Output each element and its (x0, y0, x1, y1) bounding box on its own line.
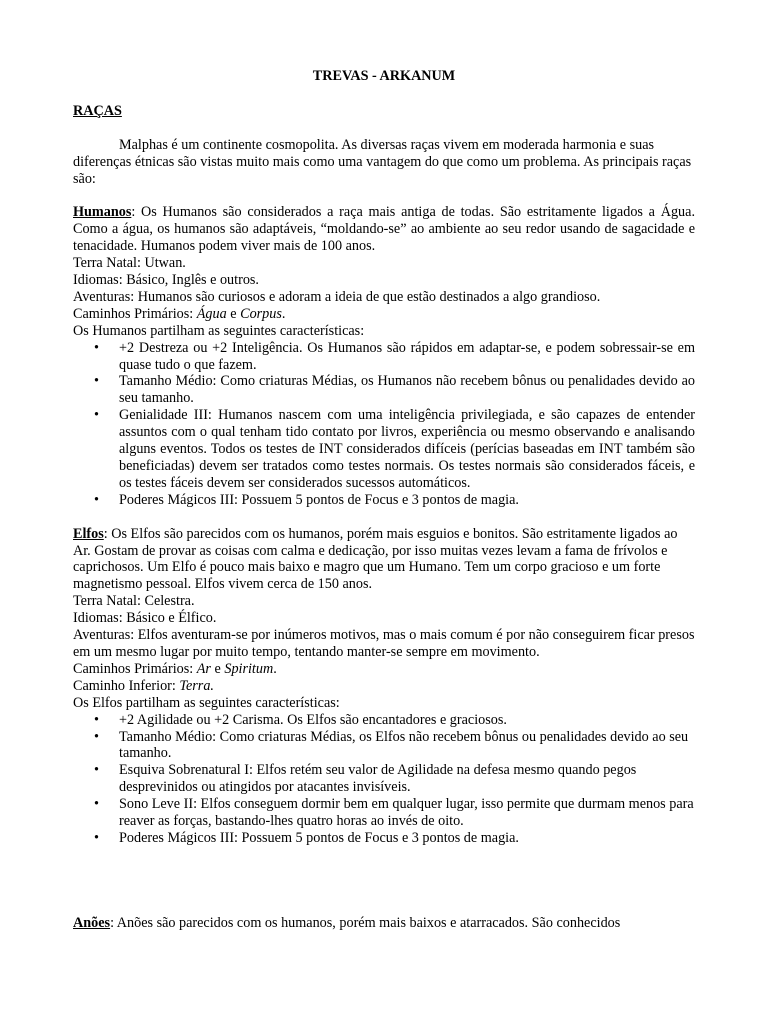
list-item: • Sono Leve II: Elfos conseguem dormir bem em qualquer lugar, isso permite que durmam menos para reaver as forças, bastando-lhes quatro horas ao invés de oito. (94, 796, 694, 830)
anoes-description-text: : Anões são parecidos com os humanos, porém mais baixos e atarracados. São conhecidos (110, 914, 621, 931)
elfos-languages: Idiomas: Básico e Élfico. (73, 610, 217, 627)
anoes-name: Anões (73, 914, 111, 931)
elfos-description (73, 526, 695, 594)
humanos-traits-intro: Os Humanos partilham as seguintes características: (73, 322, 365, 339)
bullet-icon: • (94, 711, 99, 728)
elfos-paths: Caminhos Primários: Ar e Spiritum. (73, 660, 277, 677)
bullet-icon: • (94, 762, 99, 779)
intro-paragraph: Malphas é um continente cosmopolita. As diversas raças vivem em moderada harmonia e suas diferenças étnicas são vistas muito mais como uma vantagem do que como um problema. As principais raças são: (73, 136, 692, 187)
anoes-description (73, 915, 695, 932)
humanos-paths: Caminhos Primários: Água e Corpus. (73, 305, 286, 322)
elfos-traits-list (73, 712, 695, 847)
humanos-adventures: Aventuras: Humanos são curiosos e adoram a ideia de que estão destinados a algo grandioso. (73, 288, 601, 305)
humanos-description (73, 204, 695, 255)
elfos-path-1: Ar (196, 660, 211, 677)
elfos-inferior-path-value: Terra. (179, 677, 214, 694)
list-item: • +2 Agilidade ou +2 Carisma. Os Elfos são encantadores e graciosos. (94, 711, 507, 728)
bullet-icon: • (94, 491, 99, 508)
list-item: • +2 Destreza ou +2 Inteligência. Os Humanos são rápidos em adaptar-se, e podem sobressair-se em quase tudo o que fazem. (94, 339, 695, 373)
list-item: • Genialidade III: Humanos nascem com uma inteligência privilegiada, e são capazes de entender assuntos com o qual tenham tido contato por livros, experiência ou mesmo observando e analisando alguns eventos. Todos os testes de INT considerados difíceis (perícias baseadas em INT também são beneficiadas) devem ser tratados como testes normais. Os testes normais são considerados fáceis, e os testes fáceis devem ser considerados sucessos automáticos. (94, 407, 695, 491)
list-item: • Poderes Mágicos III: Possuem 5 pontos de Focus e 3 pontos de magia. (94, 829, 519, 846)
humanos-languages: Idiomas: Básico, Inglês e outros. (73, 272, 259, 289)
humanos-description-text: : Os Humanos são considerados a raça mais antiga de todas. São estritamente ligados a Água. Como a água, os humanos são adaptáveis, “moldando-se” ao ambiente ao seu redor usando de sagacidade e tenacidade. Humanos podem viver mais de 100 anos. (73, 204, 695, 255)
bullet-icon: • (94, 407, 99, 424)
elfos-description-text: : Os Elfos são parecidos com os humanos, porém mais esguios e bonitos. São estritamente ligados ao Ar. Gostam de provar as coisas com calma e dedicação, por isso muitas vezes levam a fama de frívolos e caprichosos. Um Elfo é pouco mais baixo e magro que um Humano. Tem um corpo gracioso e um forte magnetismo pessoal. Elfos vivem cerca de 150 anos. (73, 525, 678, 593)
section-heading-racas: RAÇAS (73, 102, 122, 119)
humanos-path-1: Água (196, 305, 227, 322)
elfos-homeland: Terra Natal: Celestra. (73, 593, 195, 610)
elfos-path-2: Spiritum (224, 660, 274, 677)
list-item: • Tamanho Médio: Como criaturas Médias, os Elfos não recebem bônus ou penalidades devido ao seu tamanho. (94, 728, 689, 762)
bullet-icon: • (94, 339, 99, 356)
elfos-adventures: Aventuras: Elfos aventuram-se por inúmeros motivos, mas o mais comum é por não conseguirem ficar presos em um mesmo lugar por muito tempo, tentando manter-se sempre em movimento. (73, 627, 695, 660)
list-item: • Esquiva Sobrenatural I: Elfos retém seu valor de Agilidade na defesa mesmo quando pegos desprevinidos ou atingidos por atacantes invisíveis. (94, 762, 637, 796)
humanos-traits-list (73, 340, 695, 509)
humanos-homeland: Terra Natal: Utwan. (73, 255, 186, 272)
elfos-name: Elfos (73, 525, 104, 542)
bullet-icon: • (94, 796, 99, 813)
bullet-icon: • (94, 728, 99, 745)
elfos-inferior-path: Caminho Inferior: Terra. (73, 677, 214, 694)
document-title: TREVAS - ARKANUM (312, 68, 456, 84)
bullet-icon: • (94, 373, 99, 390)
humanos-name: Humanos (73, 204, 132, 221)
document-content (73, 68, 695, 932)
bullet-icon: • (94, 829, 99, 846)
elfos-traits-intro: Os Elfos partilham as seguintes características: (73, 694, 340, 711)
humanos-path-2: Corpus (240, 305, 282, 322)
list-item: • Tamanho Médio: Como criaturas Médias, os Humanos não recebem bônus ou penalidades devido ao seu tamanho. (94, 373, 695, 407)
list-item: • Poderes Mágicos III: Possuem 5 pontos de Focus e 3 pontos de magia. (94, 491, 519, 508)
